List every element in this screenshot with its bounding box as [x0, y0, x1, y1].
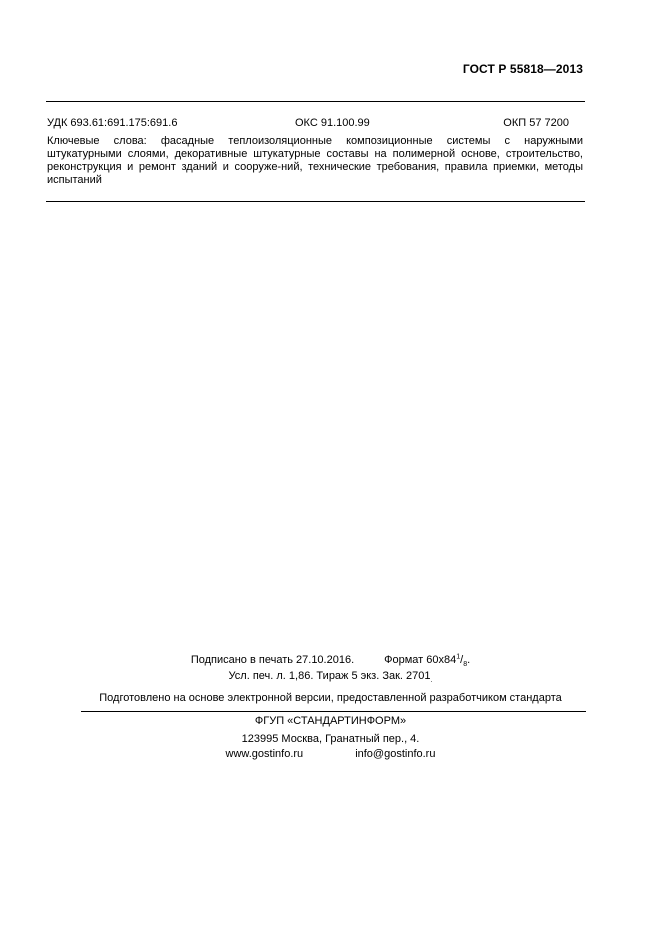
- publisher-address: 123995 Москва, Гранатный пер., 4.: [241, 733, 420, 745]
- signed-date: Подписано в печать 27.10.2016.: [190, 654, 355, 666]
- udk-code: УДК 693.61:691.175:691.6: [47, 117, 178, 129]
- print-sheets: Усл. печ. л. 1,86. Тираж 5 экз. Зак. 2701: [228, 670, 431, 682]
- standard-code: ГОСТ Р 55818—2013: [462, 62, 583, 76]
- bottom-divider: [46, 201, 585, 202]
- website-link[interactable]: www.gostinfo.ru: [225, 748, 304, 760]
- footer-divider: [81, 711, 586, 712]
- imprint-line-signed: [0, 653, 661, 669]
- okp-code: ОКП 57 7200: [503, 117, 569, 129]
- publisher-name: ФГУП «СТАНДАРТИНФОРМ»: [254, 715, 407, 727]
- oks-code: ОКС 91.100.99: [295, 117, 370, 129]
- keywords-paragraph: Ключевые слова: фасадные теплоизоляционные композиционные системы с наружными штукатурными слоями, декоративные штукатурные составы на полимерной основе, строительство, реконструкция и ремонт зданий и сооруже-ний, технические требования, правила приемки, методы испытаний: [47, 135, 583, 186]
- publisher-contacts: [0, 748, 661, 760]
- paper-format: Формат $60x84^1/_8$.: [384, 653, 471, 669]
- imprint-line-sheets: Усл. печ. л. 1,86. Тираж 5 экз. Зак. $2701_.$: [228, 670, 433, 685]
- classification-row: [47, 117, 569, 131]
- prepared-note: Подготовлено на основе электронной версии, предоставленной разработчиком стандарта: [99, 692, 562, 704]
- top-divider: [46, 101, 585, 102]
- email-link[interactable]: info@gostinfo.ru: [355, 748, 436, 760]
